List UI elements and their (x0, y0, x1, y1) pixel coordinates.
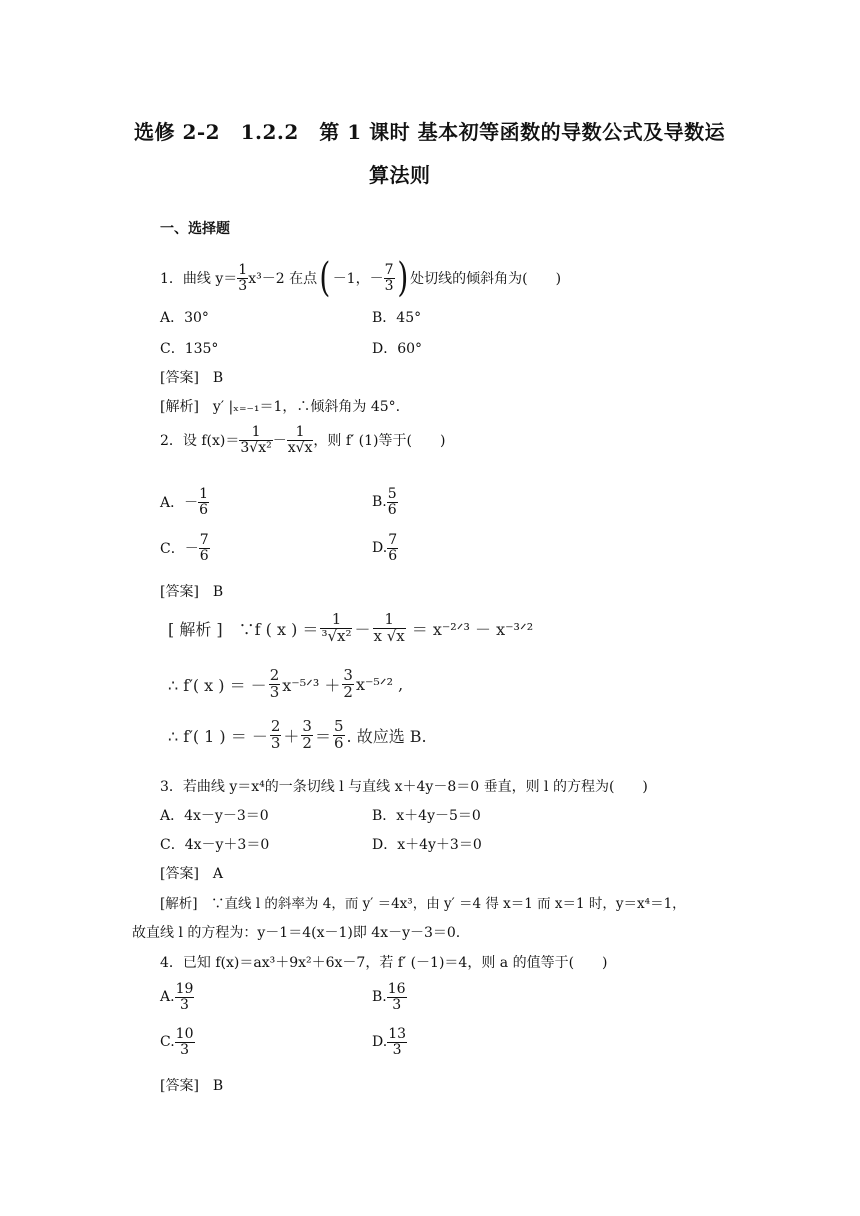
q2-option-b: B. $\frac{5}{6}$ (372, 486, 397, 518)
question-4-stem: 4．已知 f(x)＝ax³＋9x²＋6x－7，若 f′ (－1)＝4，则 a 的值等于( ) (160, 955, 608, 971)
q2-solution-step3: ∴ f′( 1 ) ＝ － $\frac{2}{3}$ ＋ $\frac{3}{2}$ ＝ $\frac{5}{6}$ . 故应选 B. (168, 717, 427, 752)
question-2-stem (160, 425, 445, 455)
q4-option-d: D. $\frac{13}{3}$ (372, 1026, 407, 1058)
q3-option-c: C．4x－y＋3＝0 (160, 837, 270, 853)
q3-option-a: A．4x－y－3＝0 (160, 808, 269, 824)
q4-option-b: B. $\frac{16}{3}$ (372, 981, 406, 1013)
q1-option-b: B．45° (372, 310, 422, 326)
section-heading: 一、选择题 (160, 221, 230, 237)
q2-solution-step2: ∴ f′( x ) ＝ － $\frac{2}{3}$ x⁻⁵ᐟ³ ＋ $\frac{3}{2}$ x⁻⁵ᐟ² , (168, 666, 404, 701)
page-title-line2: 算法则 (369, 163, 431, 187)
question-3-stem: 3．若曲线 y＝x⁴的一条切线 l 与直线 x＋4y－8＝0 垂直，则 l 的方程为( ) (160, 779, 648, 795)
q1-fraction: $\frac{1}{3}$ (238, 261, 248, 294)
left-paren-icon: ( (319, 255, 331, 301)
q2-suffix: ，则 f′ (1)等于( ) (313, 433, 446, 450)
q2-term1: $\frac{1}{\text{3√x²}}$ (240, 424, 272, 456)
q1-mid: x³－2 在点 (248, 271, 318, 287)
right-paren-icon: ) (396, 255, 408, 301)
q3-answer: [答案] A (160, 866, 224, 882)
q2-option-a: A．－ $\frac{1}{6}$ (160, 486, 209, 518)
q3-option-d: D．x＋4y＋3＝0 (372, 837, 482, 853)
page-title-line1: 选修 2-2 1.2.2 第 1 课时 基本初等函数的导数公式及导数运 (134, 120, 726, 144)
q4-answer: [答案] B (160, 1078, 224, 1094)
q3-option-b: B．x＋4y－5＝0 (372, 808, 481, 824)
q1-suffix: 处切线的倾斜角为( ) (410, 271, 562, 287)
q2-option-d: D. $\frac{7}{6}$ (372, 532, 398, 564)
q1-point-fraction: $\frac{7}{3}$ (384, 261, 394, 294)
question-1-stem (160, 255, 562, 301)
q1-point: －1，－ (332, 271, 384, 287)
q2-term2: $\frac{1}{x√x}$ (287, 424, 313, 456)
q1-prefix: 1．曲线 y＝ (160, 271, 238, 287)
q1-analysis: [解析] y′ |ₓ₌₋₁＝1，∴倾斜角为 45°. (160, 399, 401, 415)
q3-analysis-line2: 故直线 l 的方程为：y－1＝4(x－1)即 4x－y－3＝0. (132, 925, 461, 941)
q2-minus: － (272, 433, 287, 450)
q4-option-c: C. $\frac{10}{3}$ (160, 1026, 194, 1058)
q1-option-a: A．30° (160, 310, 209, 326)
q3-analysis-line1: [解析] ∵直线 l 的斜率为 4，而 y′ ＝4x³，由 y′ ＝4 得 x＝1 而 x＝1 时，y＝x⁴＝1， (160, 896, 686, 912)
q1-answer: [答案] B (160, 370, 224, 386)
q2-solution-step1: [ 解析 ] ∵f ( x ) ＝ $\frac{1}{\text{³√x²}}$ － $\frac{1}{x √x}$ ＝ x⁻²ᐟ³ － x⁻³ᐟ² (168, 610, 534, 645)
q4-option-a: A. $\frac{19}{3}$ (160, 981, 194, 1013)
q1-option-c: C．135° (160, 341, 219, 357)
q1-option-d: D．60° (372, 341, 423, 357)
q2-answer: [答案] B (160, 584, 224, 600)
q2-option-c: C．－ $\frac{7}{6}$ (160, 532, 209, 564)
q2-prefix: 2．设 f(x)＝ (160, 433, 240, 450)
